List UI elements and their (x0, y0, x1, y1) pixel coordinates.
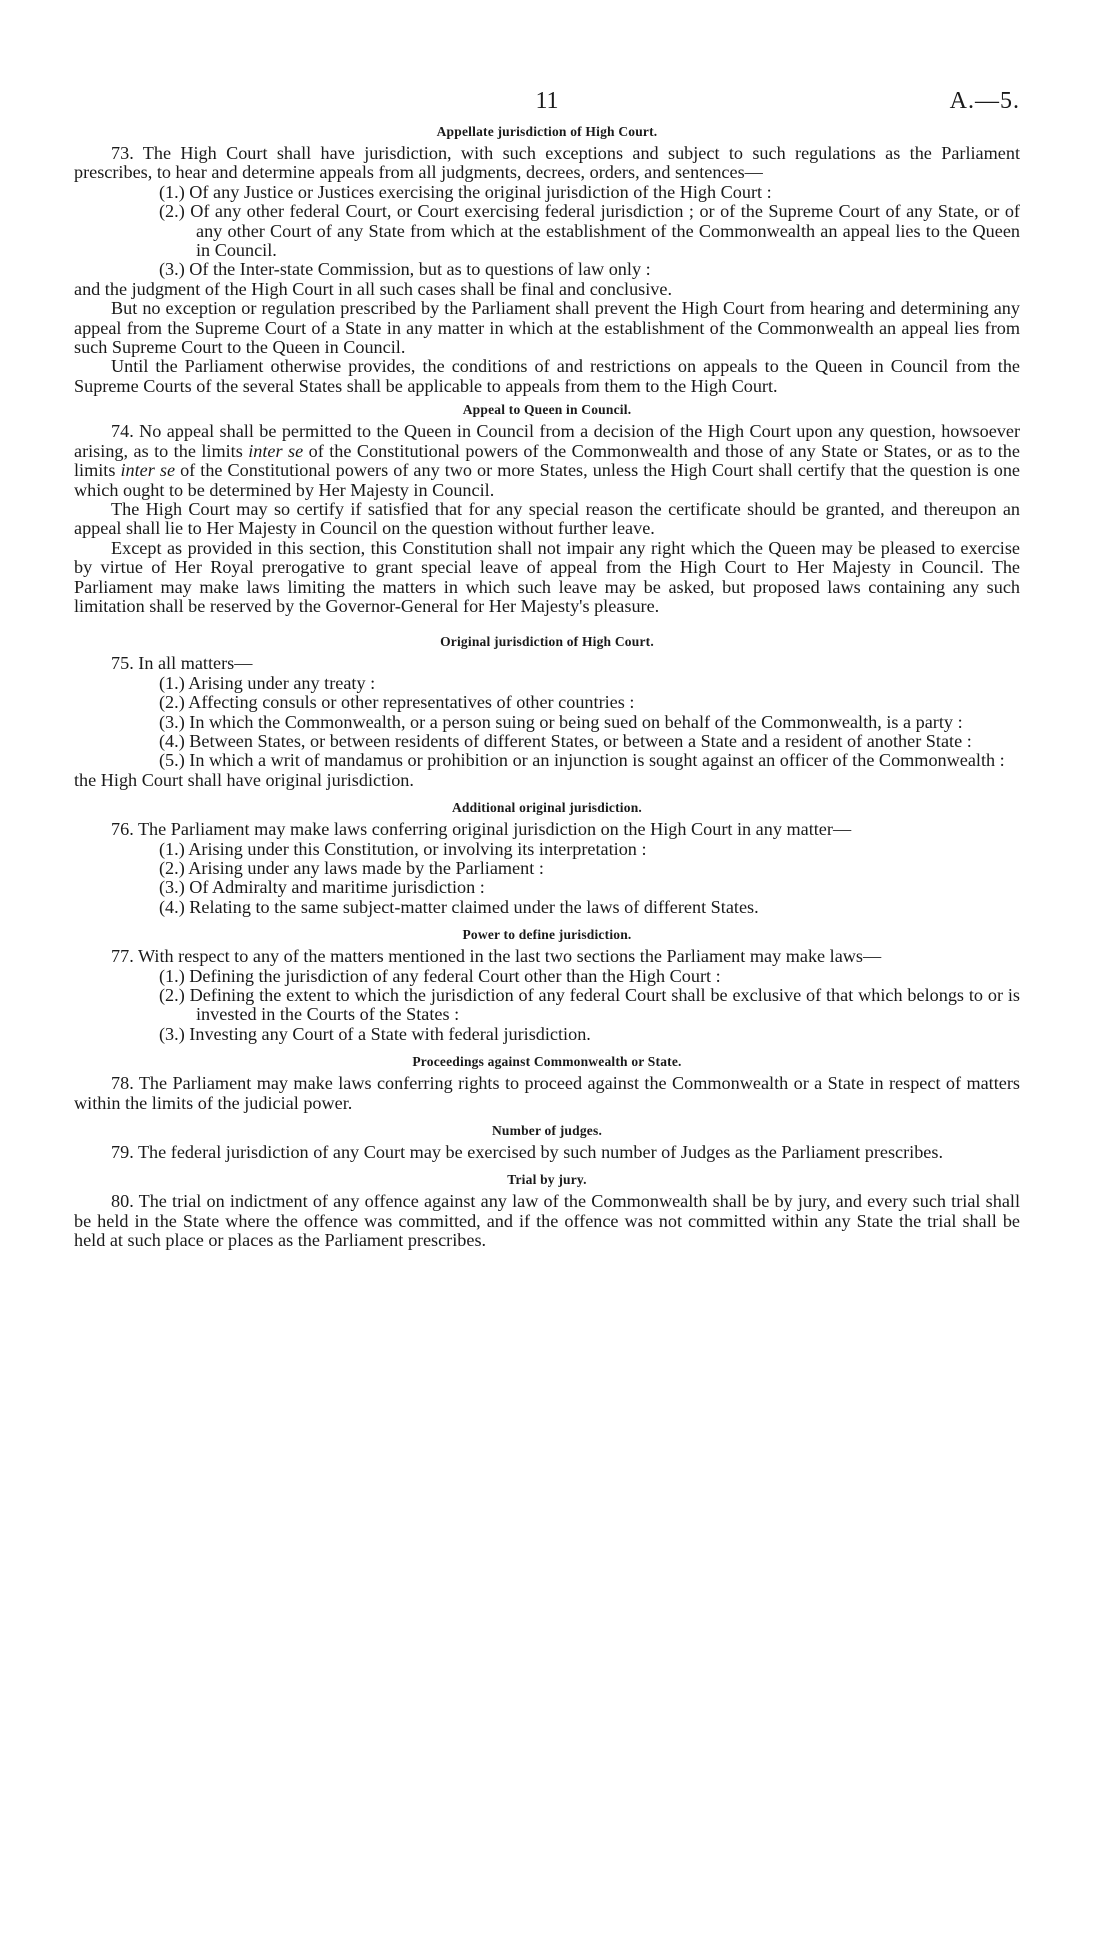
section-75 (74, 634, 1020, 790)
list-item: (2.) Defining the extent to which the jurisdiction of any federal Court shall be exclusive of that which belongs to or is invested in the Courts of the States : (159, 985, 1020, 1025)
list-item: (1.) Defining the jurisdiction of any federal Court other than the High Court : (159, 965, 721, 986)
text-run: of the Constitutional powers of the Commonwealth and those of any State or States, or as to the limits (74, 440, 1020, 481)
list-item: (3.) Investing any Court of a State with federal jurisdiction. (159, 1023, 591, 1044)
list-item: (2.) Affecting consuls or other representatives of other countries : (159, 692, 635, 713)
section-heading: Additional original jurisdiction. (451, 800, 642, 816)
section-79 (74, 1123, 1020, 1162)
section-heading: Trial by jury. (507, 1172, 587, 1188)
list-item: (5.) In which a writ of mandamus or prohibition or an injunction is sought against an officer of the Commonwealth : (159, 750, 1005, 771)
section-intro: 75. In all matters— (111, 653, 253, 674)
text-run: of the Constitutional powers of any two or more States, unless the High Court shall certify that the question is one which ought to be determined by Her Majesty in Council. (74, 460, 1020, 500)
section-intro: 73. The High Court shall have jurisdiction, with such exceptions and subject to such regulations as the Parliament prescribes, to hear and determine appeals from all judgments, decrees, orders, and sentences— (74, 143, 1020, 183)
section-closing: and the judgment of the High Court in all such cases shall be final and conclusive. (74, 278, 673, 299)
list-item: (1.) Arising under any treaty : (159, 672, 376, 693)
list-item: (4.) Relating to the same subject-matter claimed under the laws of different States. (159, 896, 759, 917)
list-item: (3.) Of the Inter-state Commission, but as to questions of law only : (159, 259, 651, 280)
section-intro: 77. With respect to any of the matters mentioned in the last two sections the Parliament may make laws— (111, 946, 882, 967)
section-78 (74, 1054, 1020, 1113)
paragraph: 78. The Parliament may make laws conferring rights to proceed against the Commonwealth or a State in respect of matters within the limits of the judicial power. (74, 1073, 1020, 1113)
list-item: (1.) Of any Justice or Justices exercising the original jurisdiction of the High Court : (159, 181, 772, 202)
text-run: 74. No appeal shall be permitted to the Queen in Council from a decision of the High Court upon any question, howsoever arising, as to the limits (74, 421, 1020, 461)
list-item: (3.) In which the Commonwealth, or a person suing or being sued on behalf of the Commonwealth, is a party : (159, 711, 963, 732)
list-item: (2.) Of any other federal Court, or Court exercising federal jurisdiction ; or of the Supreme Court of any State, or of any other Court of any State from which at the establishment of the Commonwealth an appeal lies to the Queen in Council. (159, 201, 1020, 261)
section-closing: the High Court shall have original jurisdiction. (74, 769, 414, 790)
section-heading: Appellate jurisdiction of High Court. (436, 124, 658, 139)
paragraph: But no exception or regulation prescribed by the Parliament shall prevent the High Court from hearing and determining any appeal from the Supreme Court of a State in any matter in which at the establishment of the Commonwealth an appeal lies from such Supreme Court to the Queen in Council. (74, 298, 1020, 358)
list-item: (1.) Arising under this Constitution, or involving its interpretation : (159, 838, 647, 859)
section-73 (74, 124, 1020, 396)
paragraph: Except as provided in this section, this Constitution shall not impair any right which the Queen may be pleased to exercise by virtue of Her Royal prerogative to grant special leave of appeal from the High Court to Her Majesty in Council. The Parliament may make laws limiting the matters in which such leave may be asked, but proposed laws containing any such limitation shall be reserved by the Governor-General for Her Majesty's pleasure. (74, 537, 1020, 616)
section-intro: 76. The Parliament may make laws conferring original jurisdiction on the High Court in any matter— (111, 819, 852, 840)
paragraph: Until the Parliament otherwise provides, the conditions of and restrictions on appeals to the Queen in Council from the Supreme Courts of the several States shall be applicable to appeals from them to the High Court. (74, 356, 1020, 396)
section-80 (74, 1172, 1020, 1250)
page-header (74, 78, 1020, 118)
section-heading: Power to define jurisdiction. (462, 927, 632, 943)
list-item: (3.) Of Admiralty and maritime jurisdiction : (159, 877, 485, 898)
paragraph: 79. The federal jurisdiction of any Court may be exercised by such number of Judges as the Parliament prescribes. (111, 1142, 944, 1163)
section-heading: Appeal to Queen in Council. (462, 402, 632, 418)
document-code: A.—5. (949, 88, 1020, 114)
section-heading: Original jurisdiction of High Court. (440, 634, 654, 650)
section-76 (74, 800, 1020, 917)
document-page (74, 78, 1020, 1251)
section-heading: Number of judges. (491, 1123, 603, 1139)
section-74 (74, 402, 1020, 616)
paragraph: 80. The trial on indictment of any offence against any law of the Commonwealth shall be by jury, and every such trial shall be held in the State where the offence was committed, and if the offence was not committed within any State the trial shall be held at such place or places as the Parliament prescribes. (74, 1191, 1020, 1251)
paragraph (74, 422, 1020, 500)
section-77 (74, 927, 1020, 1044)
paragraph: The High Court may so certify if satisfied that for any special reason the certificate should be granted, and thereupon an appeal shall lie to Her Majesty in Council on the question without further leave. (74, 498, 1020, 539)
italic-term: inter se (120, 460, 176, 481)
italic-term: inter se (248, 440, 304, 461)
section-heading: Proceedings against Commonwealth or State. (412, 1054, 682, 1070)
list-item: (4.) Between States, or between residents of different States, or between a State and a resident of another State : (159, 730, 972, 751)
list-item: (2.) Arising under any laws made by the Parliament : (159, 858, 544, 878)
page-number: 11 (535, 88, 559, 114)
